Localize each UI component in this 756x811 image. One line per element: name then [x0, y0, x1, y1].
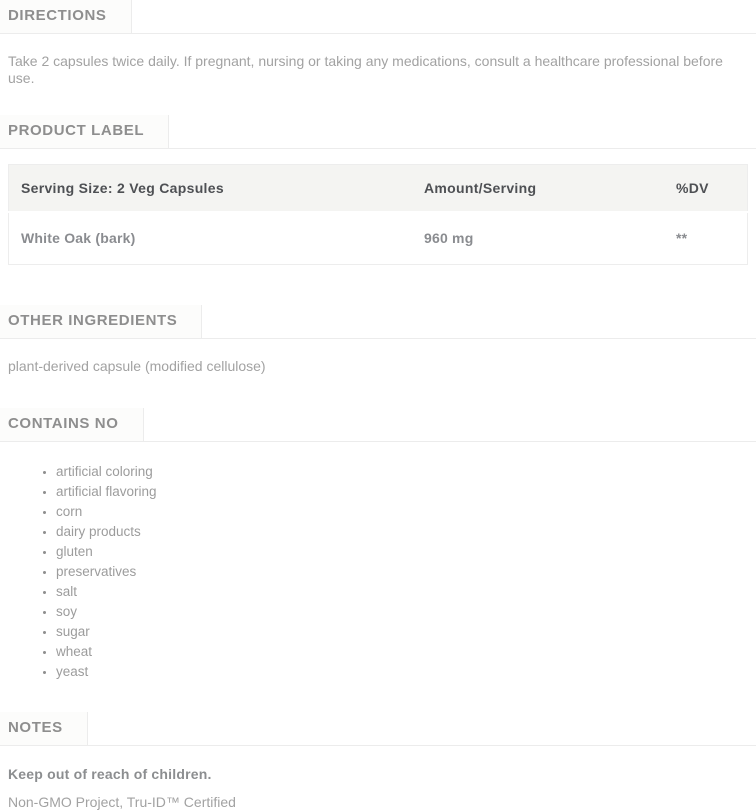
contains-no-item: • gluten	[56, 542, 756, 562]
contains-no-header-rule	[0, 408, 756, 442]
directions-text: Take 2 capsules twice daily. If pregnant, nursing or taking any medications, consult a healthcare professional before use.	[8, 53, 723, 86]
contains-no-item: • artificial coloring	[56, 462, 756, 482]
contains-no-section	[0, 408, 756, 682]
other-ingredients-heading: OTHER INGREDIENTS	[0, 305, 202, 338]
contains-no-item: • soy	[56, 602, 756, 622]
ingredient-dv-cell: **	[668, 212, 748, 265]
ingredient-name-cell: White Oak (bark)	[9, 212, 417, 265]
contains-no-item: • dairy products	[56, 522, 756, 542]
notes-header-rule	[0, 712, 756, 746]
table-header-row	[9, 165, 748, 213]
table-header-amount-serving: Amount/Serving	[416, 165, 668, 213]
product-label-heading: PRODUCT LABEL	[0, 115, 169, 148]
notes-certification-text: Non-GMO Project, Tru-ID™ Certified	[8, 794, 236, 810]
table-header-percent-dv: %DV	[668, 165, 748, 213]
contains-no-item: • sugar	[56, 622, 756, 642]
product-label-table	[8, 164, 748, 265]
product-label-header-rule	[0, 115, 756, 149]
contains-no-list	[0, 462, 756, 682]
other-ingredients-text: plant-derived capsule (modified cellulose)	[8, 358, 266, 374]
contains-no-item: • corn	[56, 502, 756, 522]
directions-heading: DIRECTIONS	[0, 0, 132, 33]
other-ingredients-section	[0, 305, 756, 375]
directions-header-rule	[0, 0, 756, 34]
ingredient-amount-cell: 960 mg	[416, 212, 668, 265]
other-ingredients-header-rule	[0, 305, 756, 339]
contains-no-item: • wheat	[56, 642, 756, 662]
contains-no-item: • artificial flavoring	[56, 482, 756, 502]
notes-warning-text: Keep out of reach of children.	[8, 766, 212, 782]
contains-no-item: • salt	[56, 582, 756, 602]
directions-section	[0, 0, 756, 87]
product-label-section	[0, 115, 756, 265]
contains-no-heading: CONTAINS NO	[0, 408, 144, 441]
notes-section	[0, 712, 756, 811]
table-header-serving-size: Serving Size: 2 Veg Capsules	[9, 165, 417, 213]
contains-no-item: • preservatives	[56, 562, 756, 582]
contains-no-item: • yeast	[56, 662, 756, 682]
table-row	[9, 212, 748, 265]
notes-heading: NOTES	[0, 712, 88, 745]
